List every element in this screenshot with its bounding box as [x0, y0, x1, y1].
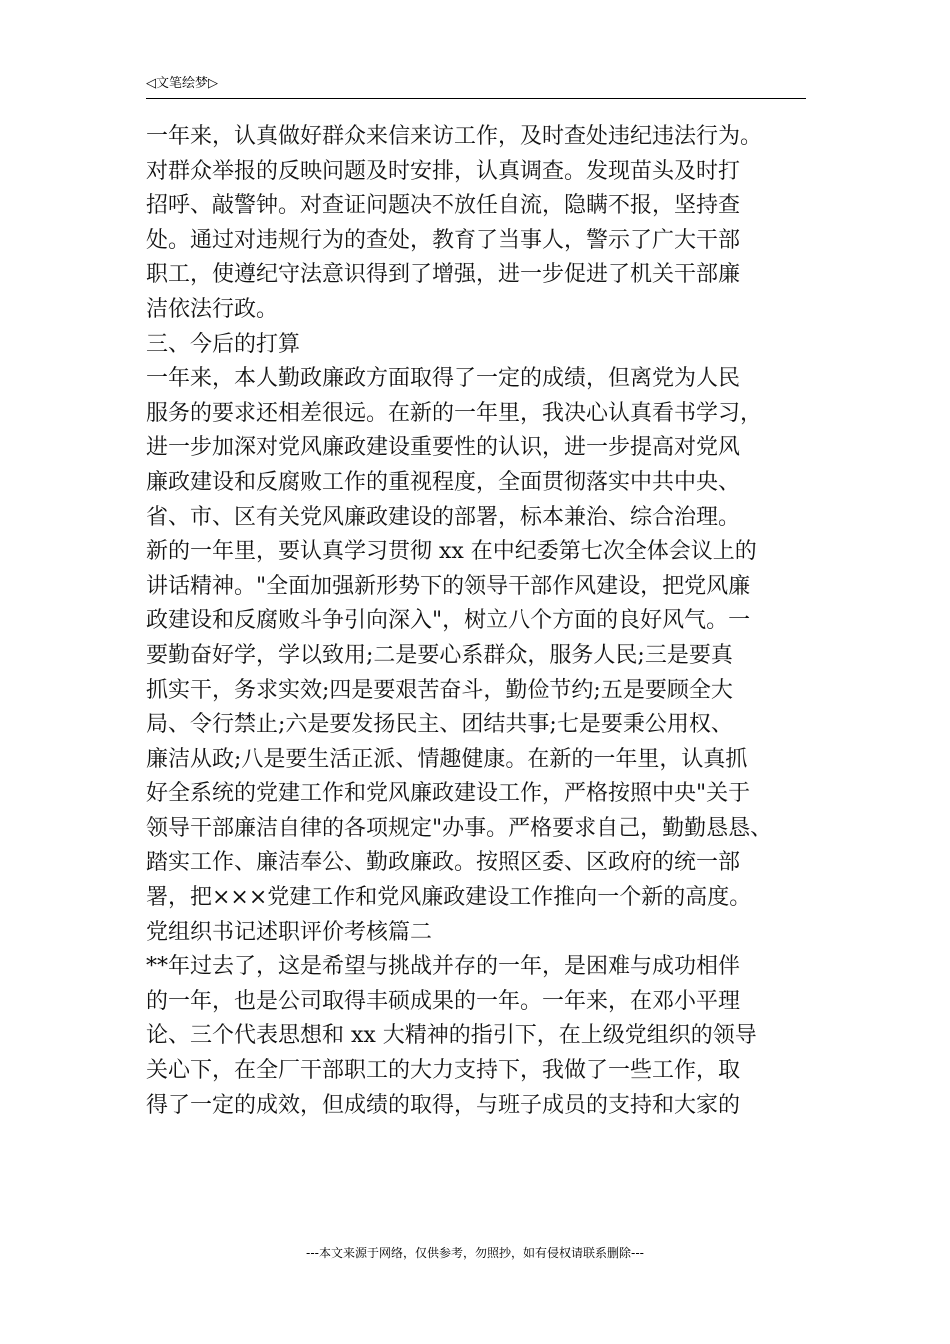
page-footer: ---本文来源于网络，仅供参考，勿照抄，如有侵权请联系删除---	[306, 1246, 644, 1260]
text-line: 讲话精神。"全面加强新形势下的领导干部作风建设，把党风廉	[146, 573, 751, 599]
text-line: 一年来，本人勤政廉政方面取得了一定的成绩，但离党为人民	[146, 366, 741, 392]
text-line: 局、令行禁止;六是要发扬民主、团结共事;七是要秉公用权、	[146, 712, 733, 738]
text-line: 一年来，认真做好群众来信来访工作，及时查处违纪违法行为。	[146, 124, 763, 149]
text-line: 进一步加深对党风廉政建设重要性的认识，进一步提高对党风	[146, 435, 741, 461]
header-title: ◁文笔绘梦▷	[146, 76, 218, 91]
text-line: 对群众举报的反映问题及时安排，认真调查。发现苗头及时打	[146, 158, 741, 184]
text-line: 廉洁从政;八是要生活正派、情趣健康。在新的一年里，认真抓	[146, 746, 748, 772]
text-line: 的一年，也是公司取得丰硕成果的一年。一年来，在邓小平理	[146, 988, 741, 1014]
text-line: 得了一定的成效，但成绩的取得，与班子成员的支持和大家的	[146, 1092, 741, 1118]
text-line: 处。通过对违规行为的查处，教育了当事人，警示了广大干部	[146, 227, 741, 253]
text-line: 抓实干，务求实效;四是要艰苦奋斗，勤俭节约;五是要顾全大	[146, 677, 733, 703]
text-line: 招呼、敲警钟。对查证问题决不放任自流，隐瞒不报，坚持查	[146, 193, 741, 219]
document-body	[146, 120, 816, 1123]
text-line: 署，把×××党建工作和党风廉政建设工作推向一个新的高度。	[146, 885, 752, 911]
text-line: 洁依法行政。	[146, 296, 279, 322]
text-line: 关心下，在全厂干部职工的大力支持下，我做了一些工作，取	[146, 1058, 741, 1084]
text-line: 政建设和反腐败斗争引向深入"，树立八个方面的良好风气。一	[146, 608, 751, 634]
text-line: 新的一年里，要认真学习贯彻 xx 在中纪委第七次全体会议上的	[146, 539, 757, 565]
text-line: 论、三个代表思想和 xx 大精神的指引下，在上级党组织的领导	[146, 1023, 757, 1049]
section-heading: 三、今后的打算	[146, 331, 301, 357]
text-line: 踏实工作、廉洁奉公、勤政廉政。按照区委、区政府的统一部	[146, 850, 741, 876]
section-heading: 党组织书记述职评价考核篇二	[146, 919, 433, 945]
text-line: 服务的要求还相差很远。在新的一年里，我决心认真看书学习，	[146, 400, 763, 426]
text-line: 职工，使遵纪守法意识得到了增强，进一步促进了机关干部廉	[146, 262, 741, 288]
text-line: **年过去了，这是希望与挑战并存的一年，是困难与成功相伴	[146, 954, 741, 980]
text-line: 好全系统的党建工作和党风廉政建设工作，严格按照中央"关于	[146, 781, 751, 807]
text-line: 省、市、区有关党风廉政建设的部署，标本兼治、综合治理。	[146, 504, 741, 530]
page-header	[146, 74, 806, 99]
text-line: 廉政建设和反腐败工作的重视程度，全面贯彻落实中共中央、	[146, 469, 741, 495]
text-line: 领导干部廉洁自律的各项规定"办事。严格要求自己，勤勤恳恳、	[146, 815, 773, 841]
text-line: 要勤奋好学，学以致用;二是要心系群众，服务人民;三是要真	[146, 642, 733, 668]
